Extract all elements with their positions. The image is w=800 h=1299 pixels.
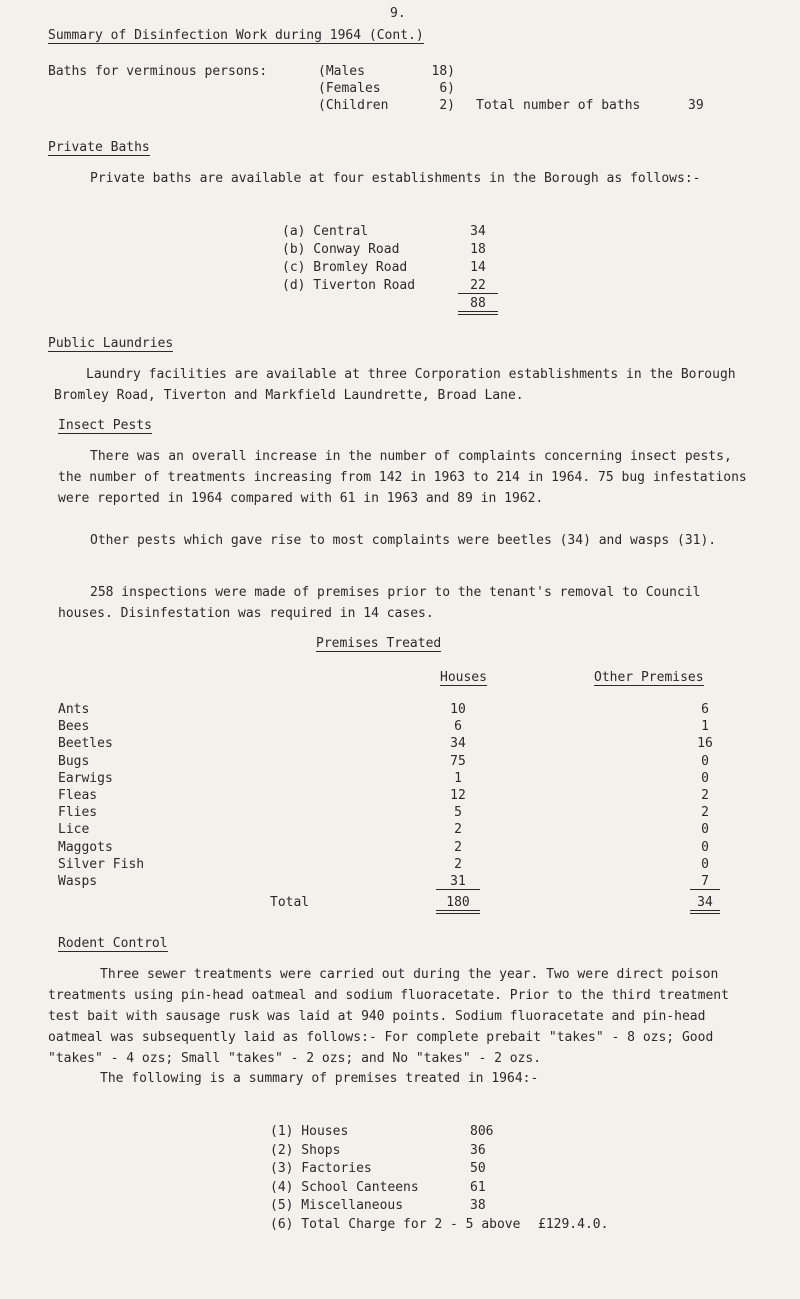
baths-total-label: Total number of baths bbox=[476, 98, 641, 113]
baths-row-value: 6) bbox=[439, 81, 455, 96]
private-bath-item: (b) Conway Road bbox=[282, 242, 400, 257]
baths-row-label: (Males bbox=[318, 64, 365, 79]
rodent-premises-item: (6) Total Charge for 2 - 5 above bbox=[270, 1217, 521, 1232]
other-premises-count: 2 bbox=[701, 805, 709, 820]
private-baths-intro: Private baths are available at four establishments in the Borough as follows:- bbox=[90, 171, 701, 186]
pest-name: Wasps bbox=[58, 874, 98, 889]
private-bath-item: (d) Tiverton Road bbox=[282, 278, 416, 293]
rodent-premises-value: 38 bbox=[470, 1198, 486, 1213]
baths-row-label: (Females bbox=[318, 81, 381, 96]
table-total-label: Total bbox=[270, 895, 310, 910]
baths-row-value: 18) bbox=[431, 64, 455, 79]
pest-name: Silver Fish bbox=[58, 857, 145, 872]
private-bath-value: 22 bbox=[458, 278, 498, 294]
private-bath-value: 14 bbox=[470, 260, 486, 275]
private-bath-item: (c) Bromley Road bbox=[282, 260, 408, 275]
insect-pests-heading: Insect Pests bbox=[58, 418, 152, 433]
baths-label: Baths for verminous persons: bbox=[48, 64, 268, 79]
premises-treated-heading: Premises Treated bbox=[316, 636, 442, 651]
column-header-houses: Houses bbox=[440, 670, 487, 685]
page-title: Summary of Disinfection Work during 1964 (Cont.) bbox=[48, 28, 424, 43]
pest-name: Bugs bbox=[58, 754, 90, 769]
other-premises-count: 0 bbox=[701, 857, 709, 872]
private-bath-item: (a) Central bbox=[282, 224, 369, 239]
column-header-other-premises: Other Premises bbox=[594, 670, 704, 685]
other-premises-count: 1 bbox=[701, 719, 709, 734]
rodent-premises-item: (5) Miscellaneous bbox=[270, 1198, 404, 1213]
houses-count: 1 bbox=[454, 771, 462, 786]
pest-name: Bees bbox=[58, 719, 90, 734]
table-total-houses: 180 bbox=[436, 895, 480, 914]
other-premises-count: 2 bbox=[701, 788, 709, 803]
rodent-premises-item: (3) Factories bbox=[270, 1161, 372, 1176]
houses-count: 2 bbox=[454, 857, 462, 872]
private-baths-total: 88 bbox=[458, 296, 498, 315]
rodent-premises-value: 50 bbox=[470, 1161, 486, 1176]
houses-count: 75 bbox=[450, 754, 466, 769]
public-laundries-heading: Public Laundries bbox=[48, 336, 174, 351]
pest-name: Lice bbox=[58, 822, 90, 837]
other-premises-count: 0 bbox=[701, 754, 709, 769]
rodent-premises-item: (4) School Canteens bbox=[270, 1180, 419, 1195]
rodent-premises-value: 36 bbox=[470, 1143, 486, 1158]
private-bath-value: 18 bbox=[470, 242, 486, 257]
other-premises-count: 16 bbox=[697, 736, 713, 751]
pest-name: Beetles bbox=[58, 736, 113, 751]
private-bath-value: 34 bbox=[470, 224, 486, 239]
houses-count: 10 bbox=[450, 702, 466, 717]
baths-row-label: (Children bbox=[318, 98, 389, 113]
houses-count: 2 bbox=[454, 822, 462, 837]
insect-pests-para: There was an overall increase in the number of complaints concerning insect pests, the number of treatments increasing from 142 in 1963 to 214 in 1964. 75 bug infestations were reported in 1964 compared with 61 in 1963 and 89 in 1962. bbox=[58, 449, 747, 506]
insect-pests-para: 258 inspections were made of premises prior to the tenant's removal to Council houses. Disinfestation was required in 14 cases. bbox=[58, 585, 701, 621]
baths-row-value: 2) bbox=[439, 98, 455, 113]
houses-count: 31 bbox=[436, 874, 480, 890]
baths-total-value: 39 bbox=[688, 98, 704, 113]
insect-pests-para: Other pests which gave rise to most complaints were beetles (34) and wasps (31). bbox=[90, 533, 717, 548]
rodent-control-para: The following is a summary of premises treated in 1964:- bbox=[100, 1071, 539, 1086]
pest-name: Ants bbox=[58, 702, 90, 717]
public-laundries-text: Laundry facilities are available at three Corporation establishments in the Borough Bromley Road, Tiverton and Markfield Laundrette, Broad Lane. bbox=[54, 367, 736, 403]
houses-count: 5 bbox=[454, 805, 462, 820]
rodent-control-heading: Rodent Control bbox=[58, 936, 168, 951]
rodent-premises-item: (1) Houses bbox=[270, 1124, 349, 1139]
rodent-premises-item: (2) Shops bbox=[270, 1143, 341, 1158]
rodent-premises-value: 61 bbox=[470, 1180, 486, 1195]
rodent-control-para: Three sewer treatments were carried out during the year. Two were direct poison treatments using pin-head oatmeal and sodium fluoracetate. Prior to the third treatment test bait with sausage rusk was laid at 940 points. Sodium fluoracetate and pin-head oatmeal was subsequently laid as follows:- For complete prebait "takes" - 8 ozs; Good "takes" - 4 ozs; Small "takes" - 2 ozs; and No "takes" - 2 ozs. bbox=[48, 967, 729, 1066]
page-number: 9. bbox=[390, 6, 406, 21]
pest-name: Earwigs bbox=[58, 771, 113, 786]
houses-count: 12 bbox=[450, 788, 466, 803]
pest-name: Flies bbox=[58, 805, 98, 820]
other-premises-count: 0 bbox=[701, 840, 709, 855]
pest-name: Maggots bbox=[58, 840, 113, 855]
pest-name: Fleas bbox=[58, 788, 98, 803]
other-premises-count: 0 bbox=[701, 771, 709, 786]
other-premises-count: 6 bbox=[701, 702, 709, 717]
houses-count: 6 bbox=[454, 719, 462, 734]
rodent-premises-value: 806 bbox=[470, 1124, 494, 1139]
other-premises-count: 7 bbox=[690, 874, 720, 890]
private-baths-heading: Private Baths bbox=[48, 140, 150, 155]
rodent-premises-value: £129.4.0. bbox=[538, 1217, 609, 1232]
table-total-other: 34 bbox=[690, 895, 720, 914]
houses-count: 34 bbox=[450, 736, 466, 751]
houses-count: 2 bbox=[454, 840, 462, 855]
other-premises-count: 0 bbox=[701, 822, 709, 837]
